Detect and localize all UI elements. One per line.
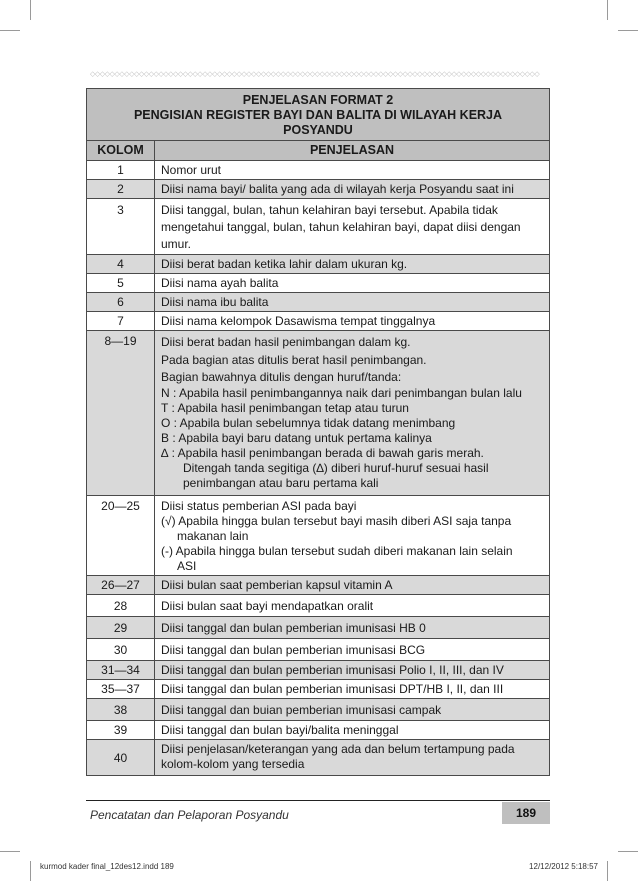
kolom-cell: 31—34 [87, 661, 155, 680]
table-row [87, 595, 550, 617]
kolom-cell: 29 [87, 617, 155, 639]
table-row [87, 639, 550, 661]
kolom-cell: 40 [87, 740, 155, 776]
kolom-cell: 20—25 [87, 496, 155, 576]
table-title-row [87, 89, 550, 141]
decorative-strip: ◇◇◇◇◇◇◇◇◇◇◇◇◇◇◇◇◇◇◇◇◇◇◇◇◇◇◇◇◇◇◇◇◇◇◇◇◇◇◇◇◇◇◇◇◇◇◇◇◇◇◇◇◇◇◇◇◇◇◇◇◇◇◇◇◇◇◇◇◇◇◇◇◇◇◇◇◇◇◇◇◇◇◇◇◇◇◇◇◇◇◇◇ [90, 70, 540, 78]
text-line: (-) Apabila hingga bulan tersebut sudah diberi makanan lain selain [161, 544, 513, 558]
penjelasan-cell: Diisi nama ayah balita [155, 274, 550, 293]
table-row [87, 199, 550, 255]
text-line: Diisi tanggal, bulan, tahun kelahiran bayi tersebut. Apabila tidak [161, 203, 498, 217]
table-row [87, 721, 550, 740]
crop-mark [30, 861, 31, 881]
kolom-cell: 3 [87, 199, 155, 255]
text-line: Bagian bawahnya ditulis dengan huruf/tanda: [161, 370, 402, 384]
table-row [87, 312, 550, 331]
kolom-cell: 8—19 [87, 331, 155, 496]
text-line: mengetahui tanggal, bulan, tahun kelahiran bayi, dapat diisi dengan [161, 220, 521, 234]
kolom-cell: 28 [87, 595, 155, 617]
table-row [87, 293, 550, 312]
penjelasan-cell: Nomor urut [155, 161, 550, 180]
penjelasan-cell: Diisi tanggal dan bulan pemberian imunisasi DPT/HB I, II, dan III [155, 680, 550, 699]
text-line: (√) Apabila hingga bulan tersebut bayi masih diberi ASI saja tanpa [161, 514, 512, 528]
text-line: B : Apabila bayi baru datang untuk pertama kalinya [161, 431, 432, 445]
penjelasan-cell: Diisi tanggal dan bulan pemberian imunisasi HB 0 [155, 617, 550, 639]
crop-mark [607, 861, 608, 881]
penjelasan-cell: Diisi bulan saat bayi mendapatkan oralit [155, 595, 550, 617]
text-line: N : Apabila hasil penimbangannya naik dari penimbangan bulan lalu [161, 386, 522, 400]
penjelasan-cell: Diisi nama kelompok Dasawisma tempat tinggalnya [155, 312, 550, 331]
table-row [87, 740, 550, 776]
crop-mark [0, 851, 20, 852]
kolom-cell: 7 [87, 312, 155, 331]
penjelasan-cell [155, 740, 550, 776]
penjelasan-cell: Diisi tanggal dan bulan pemberian imunisasi Polio I, II, III, dan IV [155, 661, 550, 680]
kolom-cell: 26—27 [87, 576, 155, 595]
table-row [87, 274, 550, 293]
text-line: makanan lain [177, 529, 249, 543]
crop-mark [607, 0, 608, 20]
header-row [87, 141, 550, 161]
text-line: T : Apabila hasil penimbangan tetap atau turun [161, 401, 409, 415]
kolom-cell: 2 [87, 180, 155, 199]
text-line: Diisi berat badan hasil penimbangan dalam kg. [161, 335, 411, 349]
text-line: Diisi status pemberian ASI pada bayi [161, 499, 357, 513]
crop-mark [618, 30, 638, 31]
table-row [87, 255, 550, 274]
penjelasan-cell: Diisi nama bayi/ balita yang ada di wilayah kerja Posyandu saat ini [155, 180, 550, 199]
explanation-table [86, 88, 550, 776]
penjelasan-cell: Diisi nama ibu balita [155, 293, 550, 312]
kolom-cell: 1 [87, 161, 155, 180]
crop-mark [618, 851, 638, 852]
penjelasan-cell [155, 199, 550, 255]
table-row [87, 661, 550, 680]
text-line: O : Apabila bulan sebelumnya tidak datang menimbang [161, 416, 456, 430]
kolom-cell: 4 [87, 255, 155, 274]
text-line: Diisi penjelasan/keterangan yang ada dan belum tertampung pada [161, 742, 515, 756]
kolom-cell: 5 [87, 274, 155, 293]
penjelasan-cell: Diisi bulan saat pemberian kapsul vitamin A [155, 576, 550, 595]
table-title [87, 89, 550, 141]
penjelasan-cell: Diisi tanggal dan bulan bayi/balita meninggal [155, 721, 550, 740]
text-line: penimbangan atau baru pertama kali [183, 476, 379, 490]
penjelasan-cell: Diisi berat badan ketika lahir dalam ukuran kg. [155, 255, 550, 274]
crop-mark [0, 30, 20, 31]
penjelasan-cell [155, 496, 550, 576]
penjelasan-cell: Diisi tanggal dan buian pemberian imunisasi campak [155, 699, 550, 721]
table-row [87, 496, 550, 576]
slug-left: kurmod kader final_12des12.indd 189 [40, 862, 174, 871]
title-line-3: POSYANDU [283, 123, 353, 137]
text-line: Pada bagian atas ditulis berat hasil penimbangan. [161, 353, 427, 367]
text-line: Ditengah tanda segitiga (∆) diberi huruf-huruf sesuai hasil [183, 461, 489, 475]
footer-rule [86, 800, 550, 801]
footer-title: Pencatatan dan Pelaporan Posyandu [90, 808, 289, 822]
penjelasan-cell [155, 331, 550, 496]
table-row [87, 180, 550, 199]
kolom-cell: 6 [87, 293, 155, 312]
text-line: ∆ : Apabila hasil penimbangan berada di bawah garis merah. [161, 446, 484, 460]
header-kolom: KOLOM [87, 141, 155, 161]
table-row [87, 331, 550, 496]
crop-mark [30, 0, 31, 20]
table-row [87, 161, 550, 180]
title-line-2: PENGISIAN REGISTER BAYI DAN BALITA DI WILAYAH KERJA [133, 108, 503, 122]
kolom-cell: 35—37 [87, 680, 155, 699]
table-row [87, 699, 550, 721]
table-row [87, 680, 550, 699]
table-row [87, 576, 550, 595]
header-penjelasan: PENJELASAN [155, 141, 550, 161]
penjelasan-cell: Diisi tanggal dan bulan pemberian imunisasi BCG [155, 639, 550, 661]
page-number: 189 [502, 802, 550, 824]
slug-right: 12/12/2012 5:18:57 [529, 862, 598, 871]
text-line: umur. [161, 237, 192, 251]
text-line: kolom-kolom yang tersedia [161, 757, 305, 771]
text-line: ASI [177, 559, 197, 573]
kolom-cell: 39 [87, 721, 155, 740]
kolom-cell: 38 [87, 699, 155, 721]
table-row [87, 617, 550, 639]
kolom-cell: 30 [87, 639, 155, 661]
title-line-1: PENJELASAN FORMAT 2 [242, 93, 394, 107]
